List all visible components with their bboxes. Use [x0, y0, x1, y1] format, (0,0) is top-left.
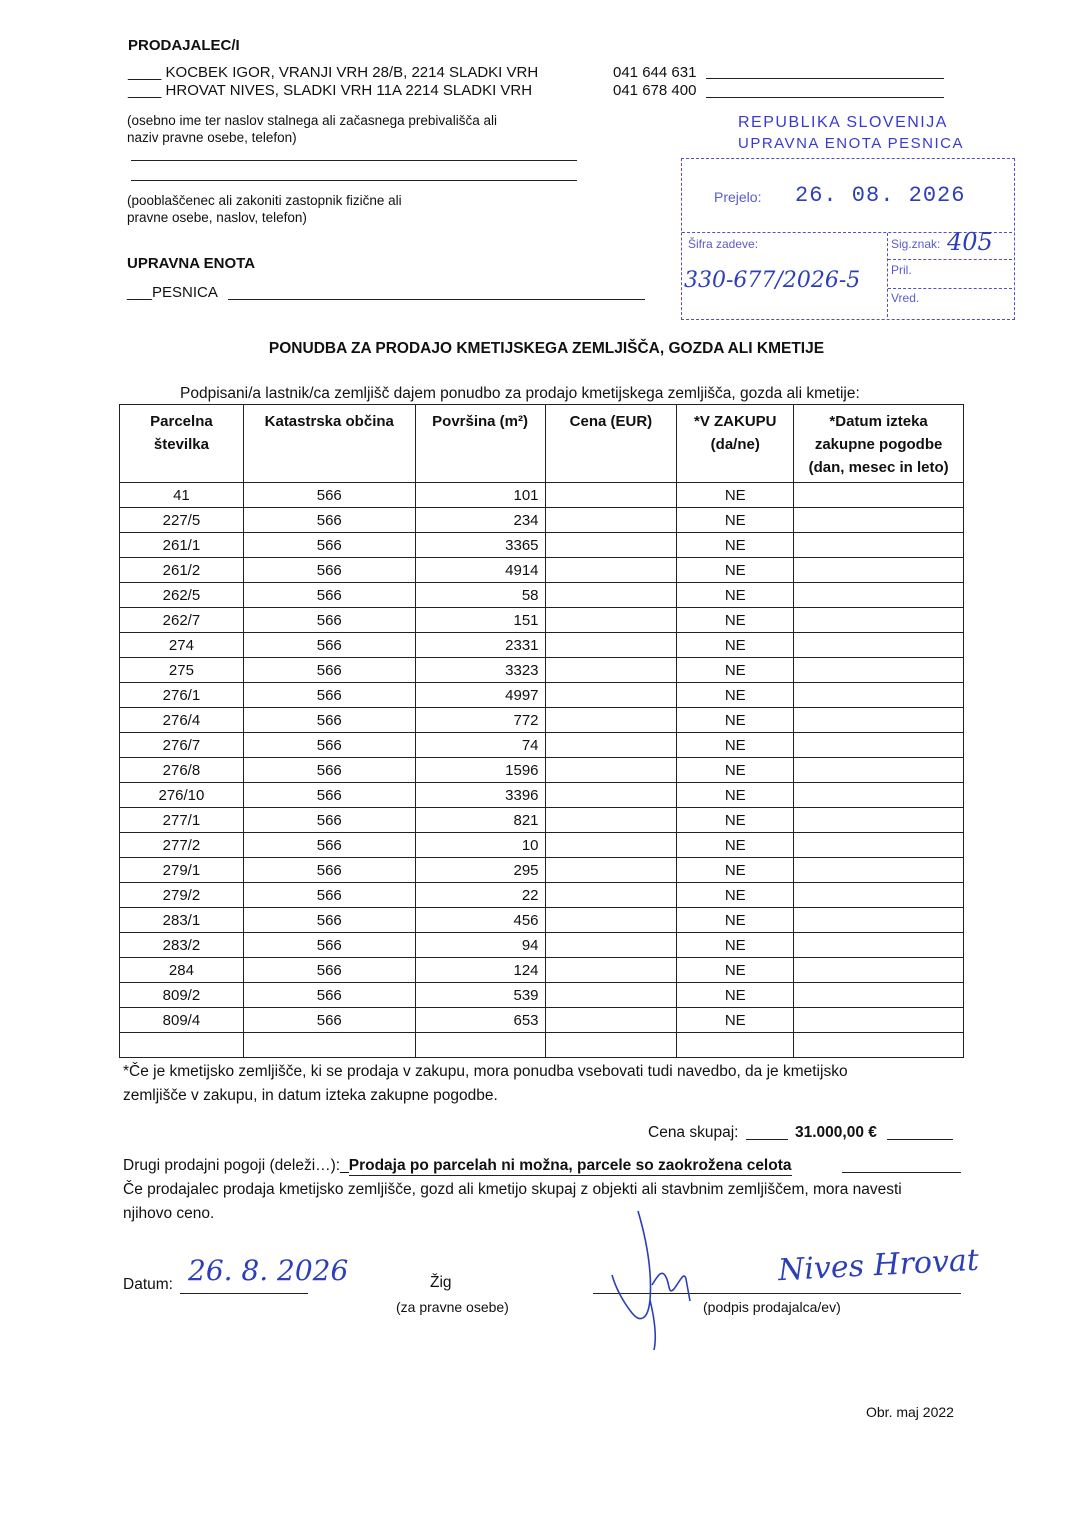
cell-price — [545, 983, 677, 1008]
seller-1-underline — [706, 78, 944, 79]
cell-lease-date — [794, 908, 964, 933]
total-value: 31.000,00 € — [795, 1124, 877, 1141]
cell-municipality: 566 — [243, 908, 415, 933]
table-row — [120, 658, 964, 683]
stamp-received-date: 26. 08. 2026 — [795, 183, 966, 208]
col-lease-date: *Datum izteka zakupne pogodbe (dan, mesec in leto) — [794, 405, 964, 483]
cell-parcel: 262/5 — [120, 583, 244, 608]
cell-area: 22 — [415, 883, 545, 908]
cell-lease: NE — [677, 1008, 794, 1033]
office-field — [127, 284, 218, 301]
cell-lease: NE — [677, 883, 794, 908]
cell-municipality: 566 — [243, 833, 415, 858]
cell-area: 4997 — [415, 683, 545, 708]
seller-2-phone: 041 678 400 — [613, 82, 697, 99]
cell-area: 10 — [415, 833, 545, 858]
cell-lease-date — [794, 583, 964, 608]
col-municipality: Katastrska občina — [243, 405, 415, 483]
agent-line-2 — [131, 180, 577, 181]
office-heading: UPRAVNA ENOTA — [127, 255, 256, 272]
other-terms-value: Prodaja po parcelah ni možna, parcele so zaokrožena celota — [348, 1157, 792, 1174]
cell-lease-date — [794, 933, 964, 958]
cell-parcel — [120, 1033, 244, 1058]
col-area: Površina (m²) — [415, 405, 545, 483]
cell-parcel: 274 — [120, 633, 244, 658]
cell-municipality: 566 — [243, 533, 415, 558]
cell-parcel: 276/1 — [120, 683, 244, 708]
cell-price — [545, 608, 677, 633]
cell-area: 74 — [415, 733, 545, 758]
cell-municipality: 566 — [243, 633, 415, 658]
cell-area: 821 — [415, 808, 545, 833]
stamp-case-label: Šifra zadeve: — [688, 237, 759, 251]
table-row — [120, 808, 964, 833]
table-row — [120, 758, 964, 783]
other-terms — [123, 1157, 792, 1176]
cell-lease: NE — [677, 983, 794, 1008]
cell-municipality — [243, 1033, 415, 1058]
cell-lease-date — [794, 758, 964, 783]
cell-lease-date — [794, 983, 964, 1008]
seller-1-phone: 041 644 631 — [613, 64, 697, 81]
cell-lease-date — [794, 958, 964, 983]
seller-heading: PRODAJALEC/I — [128, 37, 240, 54]
stamp-divider-2 — [888, 259, 1012, 260]
cell-lease-date — [794, 708, 964, 733]
cell-price — [545, 833, 677, 858]
cell-municipality: 566 — [243, 958, 415, 983]
footnote-2: zemljišče v zakupu, in datum izteka zakupne pogodbe. — [123, 1087, 498, 1104]
table-row — [120, 683, 964, 708]
cell-municipality: 566 — [243, 558, 415, 583]
cell-lease: NE — [677, 858, 794, 883]
cell-area: 772 — [415, 708, 545, 733]
cell-lease-date — [794, 633, 964, 658]
table-row — [120, 783, 964, 808]
cell-lease: NE — [677, 483, 794, 508]
cell-price — [545, 758, 677, 783]
table-row — [120, 983, 964, 1008]
cell-area: 94 — [415, 933, 545, 958]
stamp-divider-3 — [888, 288, 1012, 289]
cell-area: 101 — [415, 483, 545, 508]
cell-lease: NE — [677, 658, 794, 683]
cell-area: 653 — [415, 1008, 545, 1033]
cell-parcel: 276/8 — [120, 758, 244, 783]
cell-lease: NE — [677, 683, 794, 708]
stamp-sig-label: Sig.znak: — [891, 237, 941, 251]
office-prefix: ___ — [127, 284, 153, 301]
cell-municipality: 566 — [243, 858, 415, 883]
cell-lease: NE — [677, 833, 794, 858]
cell-parcel: 809/4 — [120, 1008, 244, 1033]
cell-municipality: 566 — [243, 508, 415, 533]
cell-lease-date — [794, 508, 964, 533]
cell-lease-date — [794, 808, 964, 833]
signature-note: (podpis prodajalca/ev) — [703, 1299, 841, 1315]
seal-label: Žig — [430, 1274, 452, 1291]
seller-2-underline — [706, 97, 944, 98]
cell-price — [545, 533, 677, 558]
cell-price — [545, 658, 677, 683]
seller-2-text: HROVAT NIVES, SLADKI VRH 11A 2214 SLADKI VRH — [165, 82, 533, 99]
cell-price — [545, 508, 677, 533]
cell-parcel: 277/2 — [120, 833, 244, 858]
seller-1-prefix: ____ — [128, 64, 162, 81]
seal-note: (za pravne osebe) — [396, 1299, 509, 1315]
cell-lease: NE — [677, 558, 794, 583]
cell-area: 539 — [415, 983, 545, 1008]
total-underline-2 — [887, 1139, 953, 1140]
cell-lease: NE — [677, 583, 794, 608]
cell-area: 151 — [415, 608, 545, 633]
cell-lease: NE — [677, 758, 794, 783]
cell-lease: NE — [677, 808, 794, 833]
cell-area: 124 — [415, 958, 545, 983]
cell-lease: NE — [677, 783, 794, 808]
cell-lease-date — [794, 883, 964, 908]
cell-price — [545, 1008, 677, 1033]
table-row — [120, 583, 964, 608]
stamp-case-value: 330-677/2026-5 — [684, 268, 861, 293]
stamp-received-label: Prejelo: — [714, 189, 762, 205]
cell-price — [545, 708, 677, 733]
seller-note-2: naziv pravne osebe, telefon) — [127, 130, 297, 145]
cell-price — [545, 933, 677, 958]
cell-lease-date — [794, 608, 964, 633]
seller-1-text: KOCBEK IGOR, VRANJI VRH 28/B, 2214 SLADKI VRH — [165, 64, 539, 81]
table-row — [120, 858, 964, 883]
cell-municipality: 566 — [243, 883, 415, 908]
cell-price — [545, 858, 677, 883]
signature-text: Nives Hrovat — [777, 1242, 980, 1289]
table-row — [120, 558, 964, 583]
seller-note-1: (osebno ime ter naslov stalnega ali začasnega prebivališča ali — [127, 113, 497, 128]
cell-price — [545, 733, 677, 758]
cell-price — [545, 783, 677, 808]
cell-lease-date — [794, 1008, 964, 1033]
cell-area: 456 — [415, 908, 545, 933]
cell-area: 4914 — [415, 558, 545, 583]
cell-parcel: 227/5 — [120, 508, 244, 533]
cell-parcel: 276/10 — [120, 783, 244, 808]
cell-lease: NE — [677, 958, 794, 983]
table-row — [120, 633, 964, 658]
cell-price — [545, 808, 677, 833]
cell-parcel: 284 — [120, 958, 244, 983]
cell-lease-date — [794, 733, 964, 758]
table-row — [120, 833, 964, 858]
other-terms-label: Drugi prodajni pogoji (deleži…):_ — [123, 1157, 349, 1174]
cell-municipality: 566 — [243, 583, 415, 608]
cell-lease-date — [794, 658, 964, 683]
cell-municipality: 566 — [243, 483, 415, 508]
cell-price — [545, 633, 677, 658]
date-label: Datum: — [123, 1276, 173, 1293]
date-value: 26. 8. 2026 — [188, 1254, 349, 1287]
cell-area: 3365 — [415, 533, 545, 558]
stamp-vred-label: Vred. — [891, 291, 920, 305]
table-row — [120, 483, 964, 508]
cell-price — [545, 958, 677, 983]
cell-municipality: 566 — [243, 683, 415, 708]
cell-lease: NE — [677, 733, 794, 758]
cell-area: 295 — [415, 858, 545, 883]
seller-line-1 — [128, 64, 538, 81]
table-row — [120, 958, 964, 983]
total-label: Cena skupaj: — [648, 1124, 739, 1141]
office-underline — [228, 299, 645, 300]
cell-parcel: 261/1 — [120, 533, 244, 558]
table-row — [120, 708, 964, 733]
cell-municipality: 566 — [243, 758, 415, 783]
cell-municipality: 566 — [243, 933, 415, 958]
cell-parcel: 279/1 — [120, 858, 244, 883]
agent-line-1 — [131, 160, 577, 161]
form-title: PONUDBA ZA PRODAJO KMETIJSKEGA ZEMLJIŠČA, GOZDA ALI KMETIJE — [268, 340, 825, 357]
agent-note-2: pravne osebe, naslov, telefon) — [127, 210, 307, 225]
cell-lease-date — [794, 483, 964, 508]
cell-lease-date — [794, 558, 964, 583]
office-value: PESNICA — [152, 284, 218, 301]
date-underline — [180, 1293, 308, 1294]
stamp-col-divider — [887, 233, 888, 317]
cell-parcel: 277/1 — [120, 808, 244, 833]
cell-municipality: 566 — [243, 608, 415, 633]
cell-lease-date — [794, 683, 964, 708]
cell-price — [545, 683, 677, 708]
table-row — [120, 933, 964, 958]
cell-area: 3323 — [415, 658, 545, 683]
cell-parcel: 275 — [120, 658, 244, 683]
cell-parcel: 279/2 — [120, 883, 244, 908]
table-row — [120, 908, 964, 933]
col-price: Cena (EUR) — [545, 405, 677, 483]
parcels-table — [119, 404, 964, 1058]
table-row — [120, 508, 964, 533]
objects-note-2: njihovo ceno. — [123, 1205, 215, 1222]
cell-lease: NE — [677, 933, 794, 958]
cell-municipality: 566 — [243, 658, 415, 683]
footnote-1: *Če je kmetijsko zemljišče, ki se prodaja v zakupu, mora ponudba vsebovati tudi navedbo, da je kmetijsko — [123, 1063, 848, 1080]
cell-price — [545, 558, 677, 583]
table-row — [120, 733, 964, 758]
cell-lease: NE — [677, 508, 794, 533]
other-terms-underline — [842, 1172, 961, 1173]
cell-lease — [677, 1033, 794, 1058]
cell-lease-date — [794, 1033, 964, 1058]
form-version: Obr. maj 2022 — [866, 1404, 954, 1420]
cell-municipality: 566 — [243, 983, 415, 1008]
table-row — [120, 883, 964, 908]
stamp-office: UPRAVNA ENOTA PESNICA — [738, 135, 964, 152]
cell-area: 58 — [415, 583, 545, 608]
cell-area — [415, 1033, 545, 1058]
table-row — [120, 533, 964, 558]
cell-area: 2331 — [415, 633, 545, 658]
cell-price — [545, 483, 677, 508]
seller-line-2 — [128, 82, 532, 99]
cell-parcel: 262/7 — [120, 608, 244, 633]
cell-price — [545, 908, 677, 933]
cell-lease: NE — [677, 533, 794, 558]
cell-area: 234 — [415, 508, 545, 533]
cell-municipality: 566 — [243, 733, 415, 758]
cell-area: 1596 — [415, 758, 545, 783]
form-intro: Podpisani/a lastnik/ca zemljišč dajem ponudbo za prodajo kmetijskega zemljišča, gozda ali kmetije: — [180, 385, 860, 402]
cell-lease: NE — [677, 633, 794, 658]
cell-lease-date — [794, 533, 964, 558]
cell-parcel: 283/1 — [120, 908, 244, 933]
cell-municipality: 566 — [243, 708, 415, 733]
table-row — [120, 1008, 964, 1033]
cell-parcel: 261/2 — [120, 558, 244, 583]
cell-price — [545, 883, 677, 908]
agent-note-1: (pooblaščenec ali zakoniti zastopnik fizične ali — [127, 193, 402, 208]
cell-lease: NE — [677, 708, 794, 733]
col-lease: *V ZAKUPU (da/ne) — [677, 405, 794, 483]
seller-2-prefix: ____ — [128, 82, 162, 99]
cell-lease-date — [794, 833, 964, 858]
table-header-row — [120, 405, 964, 483]
cell-price — [545, 1033, 677, 1058]
cell-area: 3396 — [415, 783, 545, 808]
cell-municipality: 566 — [243, 783, 415, 808]
cell-parcel: 41 — [120, 483, 244, 508]
cell-parcel: 283/2 — [120, 933, 244, 958]
cell-municipality: 566 — [243, 808, 415, 833]
cell-lease: NE — [677, 908, 794, 933]
stamp-republic: REPUBLIKA SLOVENIJA — [738, 114, 948, 131]
stamp-sig-value: 405 — [947, 228, 993, 256]
cell-municipality: 566 — [243, 1008, 415, 1033]
cell-price — [545, 583, 677, 608]
table-row — [120, 608, 964, 633]
total-underline-1 — [746, 1139, 788, 1140]
table-row — [120, 1033, 964, 1058]
objects-note-1: Če prodajalec prodaja kmetijsko zemljišče, gozd ali kmetijo skupaj z objekti ali stavbnim zemljiščem, mora navesti — [123, 1181, 902, 1198]
stamp-pril-label: Pril. — [891, 263, 912, 277]
cell-parcel: 809/2 — [120, 983, 244, 1008]
cell-parcel: 276/4 — [120, 708, 244, 733]
col-parcel: Parcelna številka — [120, 405, 244, 483]
cell-lease-date — [794, 858, 964, 883]
cell-lease-date — [794, 783, 964, 808]
cell-lease: NE — [677, 608, 794, 633]
cell-parcel: 276/7 — [120, 733, 244, 758]
